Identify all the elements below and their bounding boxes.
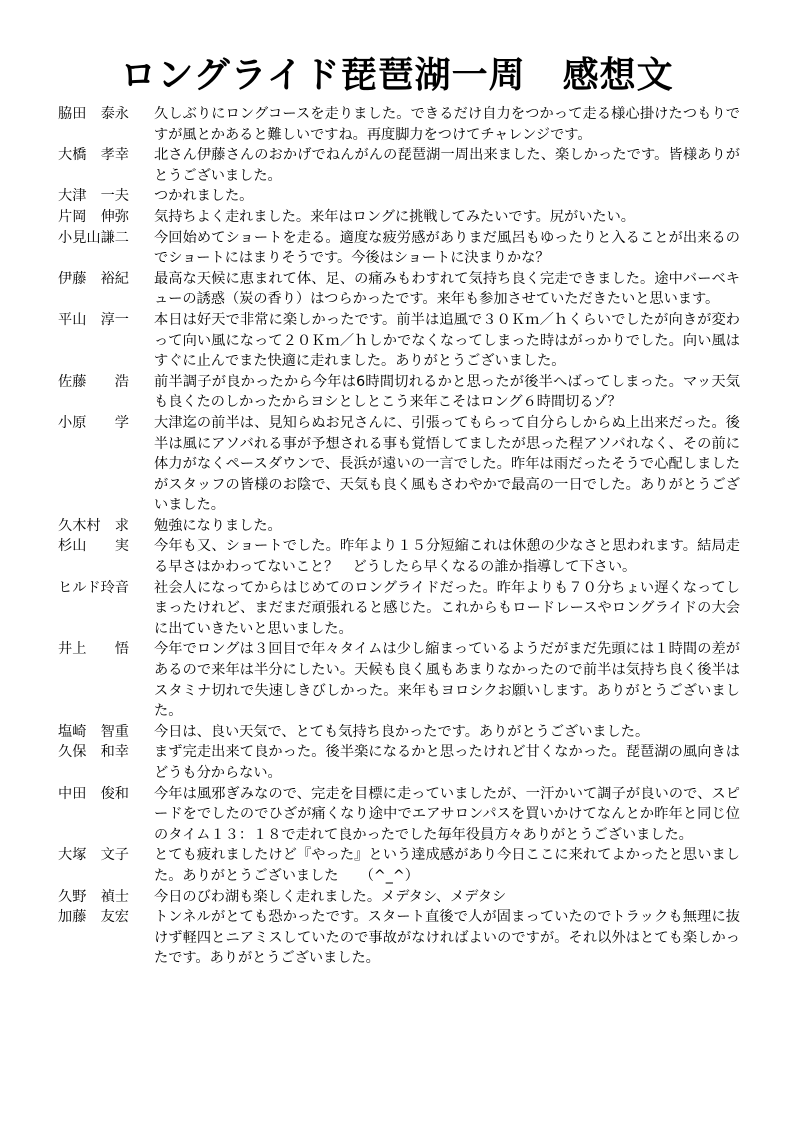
participant-name: 久野 禎士 [58, 888, 129, 905]
impression-list [58, 104, 740, 969]
impression-entry [58, 207, 740, 228]
participant-name: 片岡 伸弥 [58, 208, 129, 225]
impression-entry [58, 845, 740, 886]
impression-entry [58, 228, 740, 269]
impression-entry [58, 722, 740, 743]
impression-entry [58, 104, 740, 145]
impression-entry [58, 516, 740, 537]
impression-entry [58, 413, 740, 516]
impression-entry [58, 784, 740, 846]
impression-entry [58, 536, 740, 577]
impression-text: とても疲れましたけど『やった』という達成感があり今日ここに来れてよかったと思いました。ありがとうございました （^_^） [154, 847, 740, 884]
impression-text: 最高な天候に恵まれて体、足、の痛みもわすれて気持ち良く完走できました。途中バーベキューの誘惑（炭の香り）はつらかったです。来年も参加させていただきたいと思います。 [154, 270, 740, 308]
impression-text: 今日のびわ湖も楽しく走れました。メデタシ、メデタシ [154, 888, 507, 905]
participant-name: 平山 淳一 [58, 311, 129, 328]
impression-entry [58, 186, 740, 207]
impression-text: 今日は、良い天気で、とても気持ち良かったです。ありがとうございました。 [154, 723, 650, 740]
participant-name: 大塚 文子 [58, 847, 129, 864]
impression-text: つかれました。 [154, 188, 254, 205]
participant-name: ヒルド玲音 [58, 579, 129, 596]
impression-text: 社会人になってからはじめてのロングライドだった。昨年よりも７０分ちょい遅くなってしまったけれど、まだまだ頑張れると感じた。これからもロードレースやロングライドの大会に出ていきたいと思いました。 [154, 579, 740, 637]
impression-text: 勉強になりました。 [154, 517, 282, 534]
impression-text: 北さん伊藤さんのおかげでねんがんの琵琶湖一周出来ました、楽しかったです。皆様ありがとうございました。 [154, 147, 740, 184]
impression-text: 今年でロングは３回目で年々タイムは少し縮まっているようだがまだ先頭には１時間の差があるので来年は半分にしたい。天候も良く風もあまりなかったので前半は気持ち良く後半はスタミナ切れで失速しきびしかった。来年もヨロシクお願いします。ありがとうございました。 [154, 641, 740, 720]
participant-name: 大津 一夫 [58, 188, 129, 205]
impression-text: 今年は風邪ぎみなので、完走を目標に走っていましたが、一汗かいて調子が良いので、スピードをでしたのでひざが痛くなり途中でエアサロンパスを買いかけてなんとか昨年と同じ位のタイム１３：１８で走れて良かったでした毎年役員方々ありがとうございました。 [154, 785, 740, 843]
participant-name: 中田 俊和 [58, 785, 129, 802]
participant-name: 小原 学 [58, 414, 129, 431]
page-title: ロングライド琵琶湖一周 感想文 [120, 55, 674, 96]
impression-text: 久しぶりにロングコースを走りました。できるだけ自力をつかって走る様心掛けたつもりですが風とかあると難しいですね。再度脚力をつけてチャレンジです。 [154, 106, 740, 143]
impression-entry [58, 742, 740, 783]
participant-name: 井上 悟 [58, 641, 129, 658]
impression-text: トンネルがとても恐かったです。スタート直後で人が固まっていたのでトラックも無理に抜けず軽四とニアミスしていたので事故がなければよいのですが。それ以外はとても楽しかったです。ありがとうございました。 [154, 909, 740, 967]
participant-name: 伊藤 裕紀 [58, 270, 129, 287]
impression-text: 本日は好天で非常に楽しかったです。前半は追風で３０Ｋｍ／ｈくらいでしたが向きが変わって向い風になって２０Ｋｍ／ｈしかでなくなってしまった時はがっかりでした。向い風はすぐに止んでまた快適に走れました。ありがとうございました。 [154, 311, 740, 370]
impression-text: 今年も又、ショートでした。昨年より１５分短縮これは休憩の少なさと思われます。結局走る早さはかわってないこと？ どうしたら早くなるの誰か指導して下さい。 [154, 538, 740, 576]
impression-entry [58, 269, 740, 310]
impression-text: 気持ちよく走れました。来年はロングに挑戦してみたいです。尻がいたい。 [154, 208, 635, 225]
impression-entry [58, 907, 740, 969]
participant-name: 久保 和幸 [58, 744, 129, 761]
participant-name: 塩崎 智重 [58, 723, 129, 740]
impression-entry [58, 145, 740, 186]
participant-name: 脇田 泰永 [58, 106, 129, 122]
participant-name: 加藤 友宏 [58, 909, 129, 926]
impression-entry [58, 310, 740, 372]
participant-name: 杉山 実 [58, 538, 129, 555]
impression-entry [58, 887, 740, 908]
impression-entry [58, 639, 740, 721]
participant-name: 小見山謙二 [58, 229, 129, 246]
participant-name: 佐藤 浩 [58, 373, 129, 390]
impression-text: 今回始めてショートを走る。適度な疲労感がありまだ風呂もゆったりと入ることが出来るのでショートにはまりそうです。今後はショートに決まりかな？ [154, 229, 740, 267]
impression-entry [58, 372, 740, 413]
participant-name: 大橋 孝幸 [58, 147, 129, 164]
impression-text: 前半調子が良かったから今年は6時間切れるかと思ったが後半へばってしまった。マッ天気も良くたのしかったからヨシとしとこう来年こそはロング６時間切るゾ？ [154, 373, 740, 411]
impression-text: まず完走出来て良かった。後半楽になるかと思ったけれど甘くなかった。琵琶湖の風向きはどうも分からない。 [154, 744, 740, 781]
impression-entry [58, 578, 740, 640]
participant-name: 久木村 求 [58, 517, 129, 534]
impression-text: 大津迄の前半は、見知らぬお兄さんに、引張ってもらって自分らしからぬ上出来だった。後半は風にアソバれる事が予想される事も覚悟してましたが思った程アソバれなく、その前に体力がなくペースダウンで、長浜が遠いの一言でした。昨年は雨だったそうで心配しましたがスタッフの皆様のお陰で、天気も良く風もさわやかで最高の一日でした。ありがとうございました。 [154, 414, 740, 514]
